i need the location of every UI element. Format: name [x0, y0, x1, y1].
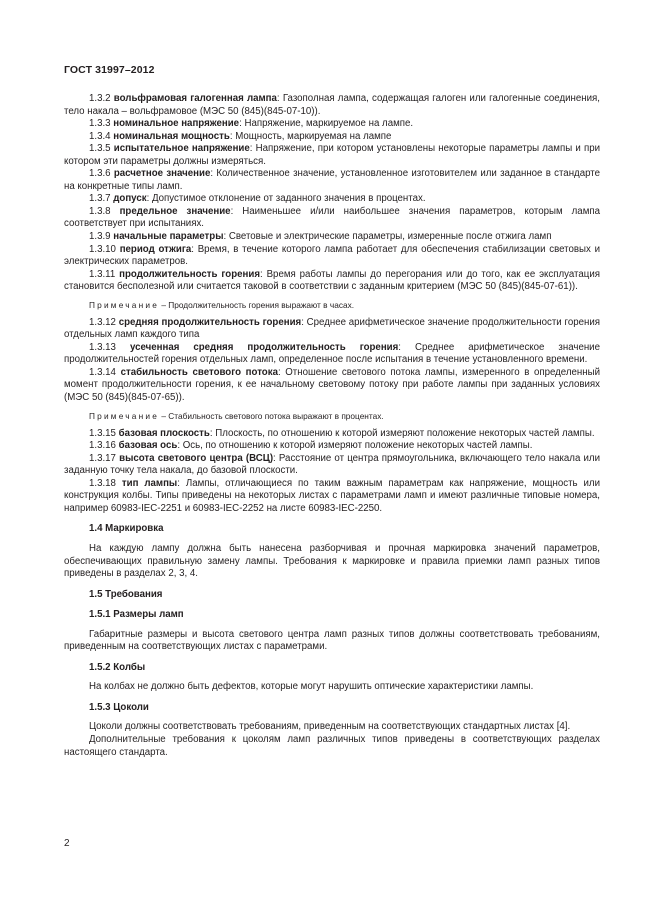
note-label: Примечание [89, 299, 160, 310]
clause-1-3-2: 1.3.2 вольфрамовая галогенная лампа: Газополная лампа, содержащая галоген или галогенные соединения, тело накала – вольфрамовое (МЭС 50 (845)(845-07-10)). [64, 93, 600, 117]
clause-1-3-11: 1.3.11 продолжительность горения: Время работы лампы до перегорания или до того, как ее эксплуатация становится бесполезной или считается таковой в соответствии с заданным критерием (МЭС 50 (845)(845-07-61)). [64, 268, 600, 293]
term: испытательное напряжение [113, 143, 250, 155]
term: номинальное напряжение [113, 118, 240, 130]
term: усеченная средняя продолжительность горения [129, 341, 399, 353]
section-text-1-5-2: На колбах не должно быть дефектов, которые могут нарушить оптические характеристики лампы. [89, 681, 534, 693]
term: начальные параметры [113, 231, 224, 243]
clause-1-3-18: 1.3.18 тип лампы: Лампы, отличающиеся по таким важным параметрам как напряжение, мощность или конструкция колбы. Типы приведены на некоторых листах с параметрами ламп и имеют различные типовые номера, например 60983-IEC-2251 и 60983-IEC-2252 на листе 60983-IEC-2250. [64, 477, 600, 514]
section-text-1-5-3-a: Цоколи должны соответствовать требованиям, приведенным на соответствующих стандартных листах [4]. [89, 721, 571, 733]
term: расчетное значение [113, 168, 211, 180]
section-text-1-5-3-b: Дополнительные требования к цоколям ламп различных типов приведены в соответствующих разделах настоящего стандарта. [64, 733, 600, 758]
clause-1-3-10: 1.3.10 период отжига: Время, в течение которого лампа работает для обеспечения стабилизации световых и электрических параметров. [64, 243, 600, 268]
term: высота светового центра (ВСЦ) [119, 452, 274, 464]
clause-1-3-17: 1.3.17 высота светового центра (ВСЦ): Расстояние от центра прямоугольника, включающего тело накала или заданную точку тела накала, до базовой плоскости. [64, 452, 600, 477]
clause-1-3-12: 1.3.12 средняя продолжительность горения: Среднее арифметическое значение продолжительности горения отдельных ламп каждого типа [64, 316, 600, 341]
term: продолжительность горения [119, 268, 260, 280]
clause-1-3-7: 1.3.7 допуск: Допустимое отклонение от заданного значения в процентах. [89, 193, 426, 205]
clause-1-3-8: 1.3.8 предельное значение: Наименьшее и/или наибольшее значения параметров, которым лампа соответствует при испытаниях. [64, 205, 600, 230]
term: базовая плоскость [118, 427, 210, 439]
clause-1-3-9: 1.3.9 начальные параметры: Световые и электрические параметры, измеренные после отжига ламп [89, 231, 552, 243]
standard-header: ГОСТ 31997–2012 [64, 64, 155, 76]
clause-1-3-14: 1.3.14 стабильность светового потока: Отношение светового потока лампы, измеренного в определенный момент продолжительности горения, к ее начальному световому потоку при работе лампы при заданных условиях (МЭС 50 (845)(845-07-65)). [64, 366, 600, 404]
section-heading-1-5-2: 1.5.2 Колбы [89, 661, 146, 673]
term: вольфрамовая галогенная лампа [113, 93, 277, 104]
clause-1-3-6: 1.3.6 расчетное значение: Количественное значение, установленное изготовителем или заданное в стандарте на конкретные типы ламп. [64, 168, 600, 192]
clause-1-3-13: 1.3.13 усеченная средняя продолжительность горения: Среднее арифметическое значение продолжительностей горения отдельных ламп, определенное после испытания в течение установленного времени. [64, 341, 600, 366]
clause-1-3-5: 1.3.5 испытательное напряжение: Напряжение, при котором установлены некоторые параметры лампы и при котором эти параметры должны измеряться. [64, 143, 600, 167]
section-heading-1-5-3: 1.5.3 Цоколи [89, 701, 149, 713]
document-body [64, 93, 600, 759]
section-heading-1-4: 1.4 Маркировка [89, 523, 164, 535]
term: номинальная мощность [113, 130, 230, 142]
clause-1-3-4: 1.3.4 номинальная мощность: Мощность, маркируемая на лампе [89, 130, 392, 142]
term: допуск [113, 193, 147, 205]
term: период отжига [119, 243, 192, 255]
note-label: Примечание [89, 410, 160, 421]
term: предельное значение [119, 205, 231, 217]
clause-1-3-16: 1.3.16 базовая ось: Ось, по отношению к которой измеряют положение некоторых частей лампы. [89, 440, 533, 452]
clause-1-3-3: 1.3.3 номинальное напряжение: Напряжение, маркируемое на лампе. [89, 118, 414, 130]
note-2: Примечание – Стабильность светового потока выражают в процентах. [89, 410, 384, 421]
term: стабильность светового потока [120, 366, 278, 378]
note-1: Примечание – Продолжительность горения выражают в часах. [89, 299, 355, 310]
page-number: 2 [64, 838, 70, 849]
term: тип лампы [121, 477, 178, 489]
term: базовая ось [118, 440, 178, 452]
section-heading-1-5: 1.5 Требования [89, 588, 163, 600]
section-text-1-4: На каждую лампу должна быть нанесена разборчивая и прочная маркировка значений параметров, обеспечивающих правильную замену лампы. Требования к маркировке и правила приемки ламп разных типов приведены в разделах 2, 3, 4. [64, 542, 600, 580]
clause-1-3-15: 1.3.15 базовая плоскость: Плоскость, по отношению к которой измеряют положение некоторых частей лампы. [89, 427, 595, 439]
section-text-1-5-1: Габаритные размеры и высота светового центра ламп разных типов должны соответствовать требованиям, приведенным на соответствующих листах с параметрами. [64, 628, 600, 653]
term: средняя продолжительность горения [118, 316, 302, 328]
section-heading-1-5-1: 1.5.1 Размеры ламп [89, 609, 184, 621]
